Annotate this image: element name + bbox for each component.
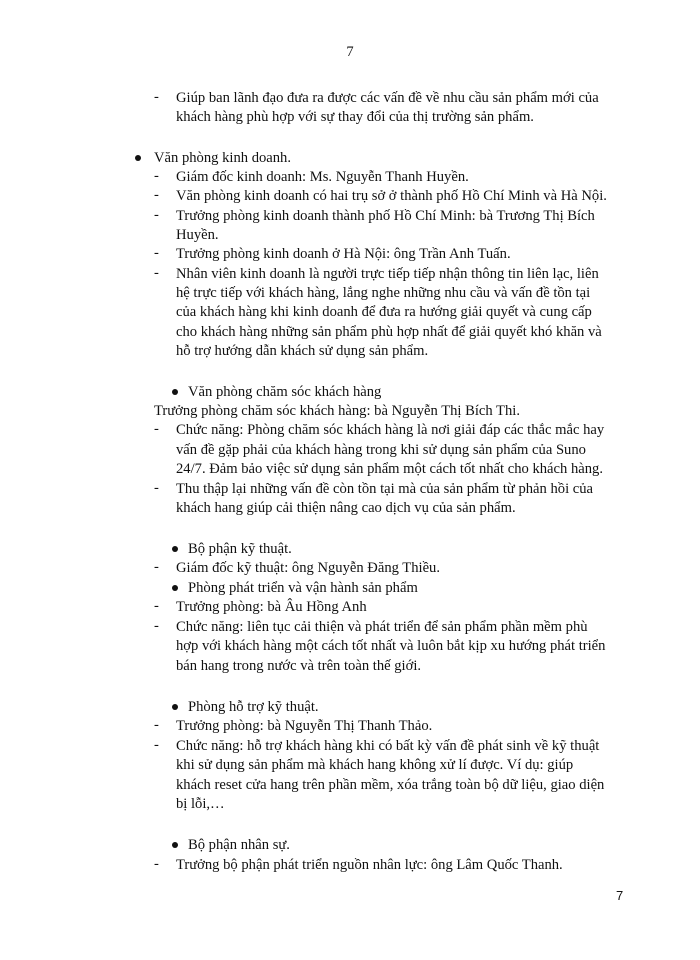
- list-item: 24/7. Đảm bảo việc sử dụng sản phẩm một cách tốt nhất cho khách hàng.: [176, 461, 603, 477]
- list-item: Trưởng phòng: bà Âu Hồng Anh: [176, 599, 367, 615]
- list-item: Giám đốc kỹ thuật: ông Nguyễn Đăng Thiều.: [176, 560, 440, 576]
- list-item: Thu thập lại những vấn đề còn tồn tại mà của sản phẩm từ phản hồi của: [176, 481, 594, 497]
- dash-marker: -: [154, 559, 159, 575]
- bullet-marker: [172, 389, 178, 395]
- list-item: Trưởng phòng kinh doanh ở Hà Nội: ông Trần Anh Tuấn.: [176, 246, 511, 262]
- list-item: khách hang giúp cải thiện nâng cao dịch vụ của sản phẩm.: [176, 500, 516, 516]
- list-item: Huyền.: [176, 227, 219, 243]
- list-item: vấn đề gặp phải của khách hàng trong khi sử dụng sản phẩm của Suno: [176, 442, 586, 458]
- list-item: Chức năng: Phòng chăm sóc khách hàng là nơi giải đáp các thắc mắc hay: [176, 422, 605, 438]
- dash-marker: -: [154, 856, 159, 872]
- list-item: Trưởng phòng kinh doanh thành phố Hồ Chí Minh: bà Trương Thị Bích: [176, 208, 595, 224]
- section-heading: Phòng hỗ trợ kỹ thuật.: [188, 699, 319, 715]
- text-line: khách hàng phù hợp với sự thay đổi của thị trường sản phẩm.: [176, 109, 534, 125]
- list-item: Chức năng: liên tục cải thiện và phát triển để sản phẩm phần mềm phù: [176, 619, 588, 635]
- bullet-marker: [172, 704, 178, 710]
- dash-marker: -: [154, 618, 159, 634]
- list-item: bán hang trong nước và trên toàn thế giới.: [176, 658, 422, 674]
- dash-marker: -: [154, 207, 159, 223]
- list-item: Chức năng: hỗ trợ khách hàng khi có bất kỳ vấn đề phát sinh về kỹ thuật: [176, 738, 600, 754]
- dash-marker: -: [154, 168, 159, 184]
- list-item: hệ trực tiếp với khách hàng, lắng nghe những nhu cầu và vấn đề tồn tại: [176, 285, 591, 301]
- dash-marker: -: [154, 245, 159, 261]
- dash-marker: -: [154, 265, 159, 281]
- bullet-marker: [135, 155, 141, 161]
- list-item: khách reset cửa hang trên phần mềm, xóa trắng toàn bộ dữ liệu, giao diện: [176, 777, 605, 793]
- section-heading: Phòng phát triển và vận hành sản phẩm: [188, 580, 418, 596]
- list-item: Trưởng phòng: bà Nguyễn Thị Thanh Thảo.: [176, 718, 433, 734]
- list-item: Giám đốc kinh doanh: Ms. Nguyễn Thanh Huyền.: [176, 169, 469, 185]
- section-heading: Văn phòng chăm sóc khách hàng: [188, 384, 382, 400]
- dash-marker: -: [154, 89, 159, 105]
- list-item: Văn phòng kinh doanh có hai trụ sở ở thành phố Hồ Chí Minh và Hà Nội.: [176, 188, 607, 204]
- section-heading: Văn phòng kinh doanh.: [154, 150, 292, 166]
- bullet-marker: [172, 585, 178, 591]
- list-item: hỗ trợ hướng dẫn khách sử dụng sản phẩm.: [176, 343, 429, 359]
- dash-marker: -: [154, 480, 159, 496]
- list-item: bị lỗi,…: [176, 796, 225, 812]
- page-number-bottom: 7: [616, 888, 624, 903]
- list-item: Nhân viên kinh doanh là người trực tiếp tiếp nhận thông tin liên lạc, liên: [176, 266, 599, 282]
- dash-marker: -: [154, 717, 159, 733]
- bullet-marker: [172, 842, 178, 848]
- bullet-marker: [172, 546, 178, 552]
- dash-marker: -: [154, 187, 159, 203]
- dash-marker: -: [154, 598, 159, 614]
- section-heading: Bộ phận kỹ thuật.: [188, 541, 292, 557]
- list-item: Trưởng bộ phận phát triển nguồn nhân lực: ông Lâm Quốc Thanh.: [176, 857, 563, 873]
- dash-marker: -: [154, 421, 159, 437]
- list-item: của khách hàng khi kinh doanh để đưa ra hướng giải quyết và cung cấp: [176, 304, 592, 320]
- text-line: Giúp ban lãnh đạo đưa ra được các vấn đề về nhu cầu sản phẩm mới của: [176, 90, 599, 106]
- list-item: khi sử dụng sản phẩm mà khách hang không xử lí được. Ví dụ: giúp: [176, 757, 574, 773]
- list-item: cho khách hàng những sản phẩm phù hợp nhất để giải quyết khó khăn và: [176, 324, 602, 340]
- section-heading: Bộ phận nhân sự.: [188, 837, 290, 853]
- list-item: hợp với khách hàng một cách tốt nhất và luôn bắt kịp xu hướng phát triển: [176, 638, 606, 654]
- department-head: Trưởng phòng chăm sóc khách hàng: bà Nguyễn Thị Bích Thi.: [154, 403, 520, 419]
- dash-marker: -: [154, 737, 159, 753]
- page-number-top: 7: [346, 44, 354, 60]
